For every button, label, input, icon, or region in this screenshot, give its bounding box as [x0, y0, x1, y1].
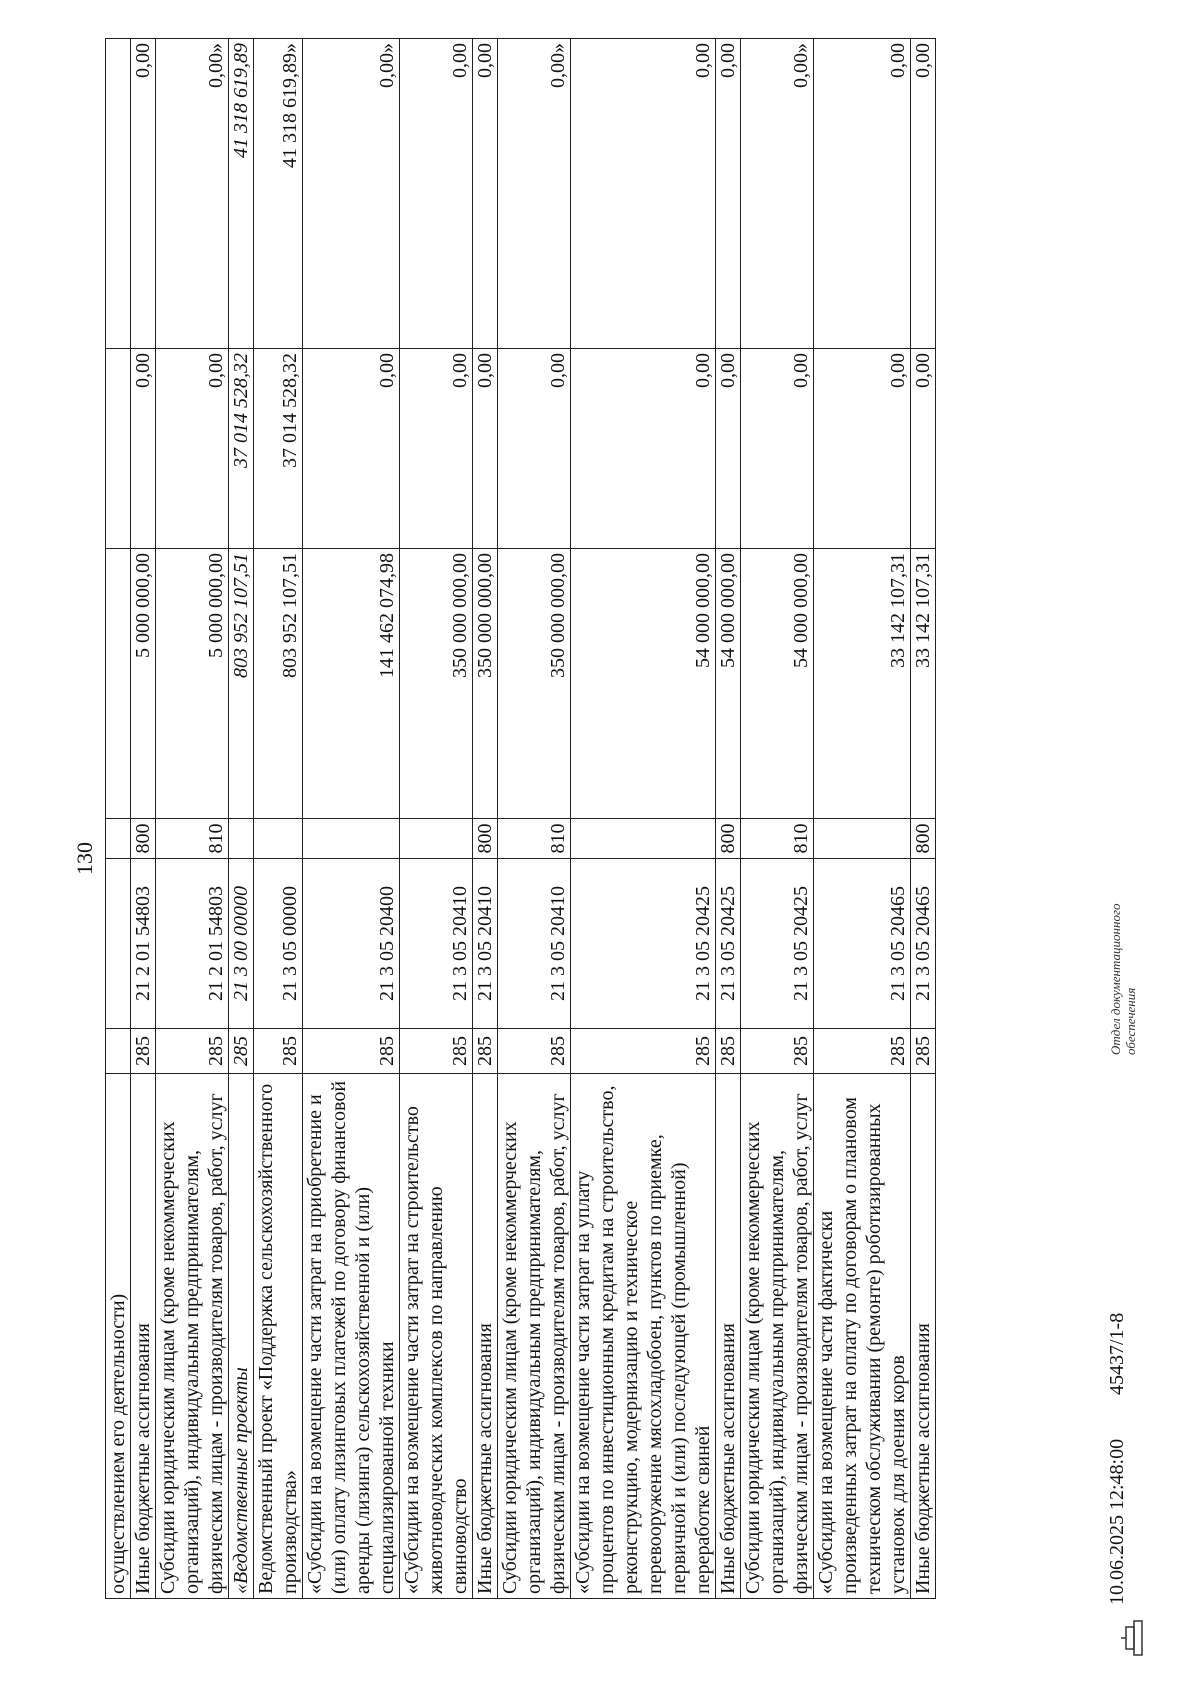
- page-number: 130: [72, 842, 97, 875]
- table-row: [473, 39, 498, 1599]
- row-expense-type-cell: 810: [498, 819, 571, 859]
- table-row: [814, 39, 911, 1599]
- table-row: [254, 39, 303, 1599]
- row-expense-type-cell: 800: [716, 819, 741, 859]
- row-amount-year3-cell: 0,00»: [498, 39, 571, 349]
- row-amount-year2-cell: 37 014 528,32: [254, 349, 303, 549]
- row-amount-year3-cell: 0,00: [400, 39, 473, 349]
- row-grbs-cell: 285: [473, 1029, 498, 1074]
- row-amount-year1-cell: 33 142 107,31: [814, 549, 911, 819]
- document-logo-icon: [1120, 1619, 1144, 1657]
- row-grbs-cell: 285: [229, 1029, 254, 1074]
- row-name-cell: Субсидии юридическим лицам (кроме некоммерческих организаций), индивидуальным предпринимателям, физическим лицам - производителям товаров, работ, услуг: [156, 1074, 229, 1599]
- row-expense-type-cell: [814, 819, 911, 859]
- stamp-line: Отдел документационного: [1108, 903, 1123, 1055]
- row-amount-year3-cell: 0,00: [716, 39, 741, 349]
- table-row: [571, 39, 716, 1599]
- row-expense-type-cell: [400, 819, 473, 859]
- row-name-cell: «Субсидии на возмещение части затрат на строительство животноводческих комплексов по направлению свиноводство: [400, 1074, 473, 1599]
- row-name-cell: Иные бюджетные ассигнования: [131, 1074, 156, 1599]
- row-grbs-cell: 285: [571, 1029, 716, 1074]
- row-target-article-cell: 21 3 05 20425: [716, 859, 741, 1029]
- row-grbs-cell: 285: [303, 1029, 400, 1074]
- row-grbs-cell: 285: [498, 1029, 571, 1074]
- row-amount-year2-cell: [106, 349, 131, 549]
- footer-document-code: 45437/1-8: [1106, 1312, 1128, 1395]
- row-target-article-cell: 21 3 00 00000: [229, 859, 254, 1029]
- row-amount-year1-cell: 350 000 000,00: [473, 549, 498, 819]
- row-amount-year2-cell: 0,00: [741, 349, 814, 549]
- row-name-cell: «Субсидии на возмещение части затрат на уплату процентов по инвестиционным кредитам на строительство, реконструкцию, модернизацию и техническое перевооружение мясохладобоен, пунктов по приемке, первичной и (или) последующей (промышленной) переработке свиней: [571, 1074, 716, 1599]
- row-grbs-cell: 285: [254, 1029, 303, 1074]
- footer-date: 10.06.2025 12:48:00: [1106, 1438, 1128, 1605]
- department-stamp: [1108, 903, 1138, 1055]
- row-expense-type-cell: 800: [131, 819, 156, 859]
- table-row: [106, 39, 131, 1599]
- row-target-article-cell: 21 3 05 20425: [571, 859, 716, 1029]
- row-amount-year2-cell: 0,00: [498, 349, 571, 549]
- row-name-cell: Иные бюджетные ассигнования: [473, 1074, 498, 1599]
- row-amount-year1-cell: 5 000 000,00: [156, 549, 229, 819]
- row-amount-year1-cell: 141 462 074,98: [303, 549, 400, 819]
- row-amount-year3-cell: 41 318 619,89»: [254, 39, 303, 349]
- row-amount-year1-cell: 54 000 000,00: [741, 549, 814, 819]
- row-amount-year3-cell: 0,00»: [741, 39, 814, 349]
- row-expense-type-cell: 800: [911, 819, 936, 859]
- row-target-article-cell: 21 3 05 20465: [814, 859, 911, 1029]
- row-amount-year3-cell: 0,00»: [156, 39, 229, 349]
- row-amount-year1-cell: 803 952 107,51: [254, 549, 303, 819]
- row-grbs-cell: 285: [814, 1029, 911, 1074]
- row-amount-year1-cell: 803 952 107,51: [229, 549, 254, 819]
- row-target-article-cell: 21 3 05 20410: [400, 859, 473, 1029]
- stamp-line: обеспечения: [1123, 987, 1138, 1055]
- row-expense-type-cell: 810: [156, 819, 229, 859]
- row-name-cell: Субсидии юридическим лицам (кроме некоммерческих организаций), индивидуальным предпринимателям, физическим лицам - производителям товаров, работ, услуг: [498, 1074, 571, 1599]
- row-name-cell: Иные бюджетные ассигнования: [716, 1074, 741, 1599]
- row-target-article-cell: 21 3 05 20425: [741, 859, 814, 1029]
- row-amount-year2-cell: 0,00: [400, 349, 473, 549]
- row-name-cell: осуществлением его деятельности): [106, 1074, 131, 1599]
- row-grbs-cell: 285: [741, 1029, 814, 1074]
- row-amount-year2-cell: 0,00: [814, 349, 911, 549]
- row-amount-year3-cell: 0,00: [814, 39, 911, 349]
- row-target-article-cell: [106, 859, 131, 1029]
- row-amount-year2-cell: 0,00: [156, 349, 229, 549]
- row-grbs-cell: 285: [131, 1029, 156, 1074]
- row-name-cell: «Ведомственные проекты: [229, 1074, 254, 1599]
- row-amount-year1-cell: 54 000 000,00: [716, 549, 741, 819]
- row-amount-year3-cell: [106, 39, 131, 349]
- table-row: [303, 39, 400, 1599]
- row-name-cell: Ведомственный проект «Поддержка сельскохозяйственного производства»: [254, 1074, 303, 1599]
- table-row: [716, 39, 741, 1599]
- row-name-cell: «Субсидии на возмещение части затрат на приобретение и (или) оплату лизинговых платежей по договору финансовой аренды (лизинга) сельскохозяйственной и (или) специализированной техники: [303, 1074, 400, 1599]
- row-grbs-cell: 285: [911, 1029, 936, 1074]
- row-amount-year2-cell: 0,00: [473, 349, 498, 549]
- row-amount-year3-cell: 0,00: [473, 39, 498, 349]
- row-amount-year2-cell: 0,00: [571, 349, 716, 549]
- table-row: [741, 39, 814, 1599]
- row-target-article-cell: 21 3 05 20410: [473, 859, 498, 1029]
- row-expense-type-cell: 810: [741, 819, 814, 859]
- row-expense-type-cell: [571, 819, 716, 859]
- row-target-article-cell: 21 3 05 00000: [254, 859, 303, 1029]
- table-row: [131, 39, 156, 1599]
- row-target-article-cell: 21 2 01 54803: [156, 859, 229, 1029]
- row-expense-type-cell: [106, 819, 131, 859]
- row-amount-year2-cell: 0,00: [716, 349, 741, 549]
- row-amount-year1-cell: 5 000 000,00: [131, 549, 156, 819]
- row-amount-year3-cell: 41 318 619,89: [229, 39, 254, 349]
- table-row: [911, 39, 936, 1599]
- row-target-article-cell: 21 3 05 20410: [498, 859, 571, 1029]
- row-target-article-cell: 21 2 01 54803: [131, 859, 156, 1029]
- row-amount-year2-cell: 0,00: [303, 349, 400, 549]
- table-row: [156, 39, 229, 1599]
- row-name-cell: Субсидии юридическим лицам (кроме некоммерческих организаций), индивидуальным предпринимателям, физическим лицам - производителям товаров, работ, услуг: [741, 1074, 814, 1599]
- row-amount-year2-cell: 37 014 528,32: [229, 349, 254, 549]
- row-grbs-cell: 285: [400, 1029, 473, 1074]
- row-amount-year1-cell: 54 000 000,00: [571, 549, 716, 819]
- row-amount-year1-cell: [106, 549, 131, 819]
- row-name-cell: «Субсидии на возмещение части фактически произведенных затрат на оплату по договорам о плановом техническом обслуживании (ремонте) роботизированных установок для доения коров: [814, 1074, 911, 1599]
- table-row: [229, 39, 254, 1599]
- row-grbs-cell: [106, 1029, 131, 1074]
- row-expense-type-cell: 800: [473, 819, 498, 859]
- row-target-article-cell: 21 3 05 20465: [911, 859, 936, 1029]
- row-amount-year3-cell: 0,00: [131, 39, 156, 349]
- row-amount-year2-cell: 0,00: [911, 349, 936, 549]
- row-amount-year1-cell: 350 000 000,00: [400, 549, 473, 819]
- row-amount-year3-cell: 0,00»: [303, 39, 400, 349]
- row-amount-year1-cell: 33 142 107,31: [911, 549, 936, 819]
- row-amount-year3-cell: 0,00: [571, 39, 716, 349]
- row-expense-type-cell: [229, 819, 254, 859]
- table-row: [400, 39, 473, 1599]
- row-expense-type-cell: [303, 819, 400, 859]
- row-expense-type-cell: [254, 819, 303, 859]
- row-grbs-cell: 285: [716, 1029, 741, 1074]
- row-target-article-cell: 21 3 05 20400: [303, 859, 400, 1029]
- row-name-cell: Иные бюджетные ассигнования: [911, 1074, 936, 1599]
- row-amount-year2-cell: 0,00: [131, 349, 156, 549]
- row-amount-year1-cell: 350 000 000,00: [498, 549, 571, 819]
- budget-table: [105, 38, 936, 1599]
- row-amount-year3-cell: 0,00: [911, 39, 936, 349]
- row-grbs-cell: 285: [156, 1029, 229, 1074]
- table-row: [498, 39, 571, 1599]
